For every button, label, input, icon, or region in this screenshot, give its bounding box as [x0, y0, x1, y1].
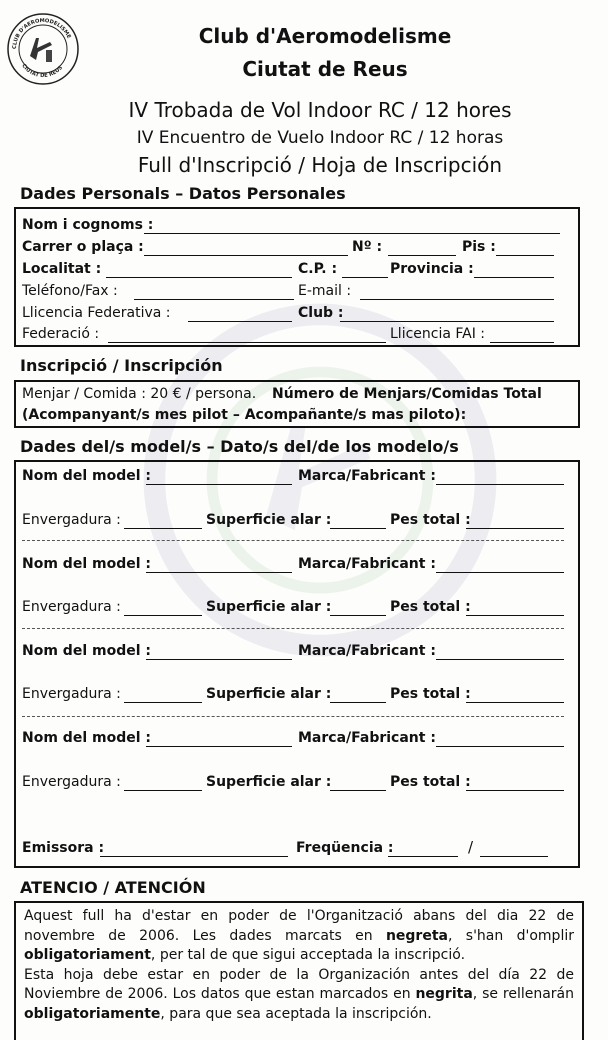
- num-label: Nº :: [352, 239, 383, 255]
- superficie-label-1: Superficie alar :: [206, 512, 332, 528]
- telefono-field[interactable]: [134, 299, 294, 300]
- marca-label-3: Marca/Fabricant :: [298, 643, 436, 659]
- inscripcio-section-heading: Inscripció / Inscripción: [20, 356, 223, 375]
- frequencia-label: Freqüencia :: [296, 840, 394, 856]
- marca-label-4: Marca/Fabricant :: [298, 730, 436, 746]
- pes-label-3: Pes total :: [390, 686, 471, 702]
- frequencia-slash: /: [468, 838, 474, 856]
- pes-label-4: Pes total :: [390, 774, 471, 790]
- superficie-label-2: Superficie alar :: [206, 599, 332, 615]
- model-separator-1: [22, 540, 564, 541]
- llicencia-label: Llicencia Federativa :: [22, 305, 171, 321]
- club-title-line2: Ciutat de Reus: [242, 57, 408, 81]
- model-separator-3: [22, 716, 564, 717]
- nom-model-label-1: Nom del model :: [22, 468, 151, 484]
- club-title-line1: Club d'Aeromodelisme: [198, 24, 452, 48]
- club-field[interactable]: [340, 321, 554, 322]
- logo-text-bottom: CIUTAT DE REUS: [20, 63, 65, 80]
- pis-label: Pis :: [462, 239, 496, 255]
- nom-model-field-3[interactable]: [146, 659, 292, 660]
- email-label: E-mail :: [298, 283, 352, 299]
- cp-label: C.P. :: [298, 261, 338, 277]
- localitat-label: Localitat :: [22, 261, 102, 277]
- envergadura-field-3[interactable]: [124, 702, 202, 703]
- svg-text:CIUTAT DE REUS: [20, 63, 64, 79]
- nom-model-field-2[interactable]: [146, 572, 292, 573]
- total-label: Número de Menjars/Comidas Total: [272, 386, 542, 402]
- nom-label: Nom i cognoms :: [22, 217, 154, 233]
- marca-field-2[interactable]: [436, 572, 564, 573]
- event-title-catalan: IV Trobada de Vol Indoor RC / 12 hores: [128, 98, 512, 122]
- pes-field-2[interactable]: [466, 615, 564, 616]
- marca-field-1[interactable]: [436, 484, 564, 485]
- envergadura-field-1[interactable]: [124, 528, 202, 529]
- pes-label-1: Pes total :: [390, 512, 471, 528]
- marca-label-2: Marca/Fabricant :: [298, 556, 436, 572]
- form-title: Full d'Inscripció / Hoja de Inscripción: [137, 153, 503, 177]
- envergadura-label-3: Envergadura :: [22, 686, 121, 702]
- superficie-label-4: Superficie alar :: [206, 774, 332, 790]
- federacio-field[interactable]: [108, 342, 386, 343]
- model-separator-2: [22, 628, 564, 629]
- superficie-field-3[interactable]: [330, 702, 386, 703]
- provincia-field[interactable]: [474, 277, 554, 278]
- nom-model-label-4: Nom del model :: [22, 730, 151, 746]
- menjar-label: Menjar / Comida : 20 € / persona.: [22, 386, 257, 402]
- envergadura-field-4[interactable]: [124, 790, 202, 791]
- provincia-label: Provincia :: [390, 261, 474, 277]
- atencio-heading: ATENCIO / ATENCIÓN: [20, 878, 206, 897]
- pes-field-4[interactable]: [466, 790, 564, 791]
- superficie-field-1[interactable]: [330, 528, 386, 529]
- nom-model-field-4[interactable]: [146, 746, 292, 747]
- acompanyant-label: (Acompanyant/s mes pilot – Acompañante/s mas piloto):: [22, 407, 467, 423]
- telefono-label: Teléfono/Fax :: [22, 283, 118, 299]
- pes-label-2: Pes total :: [390, 599, 471, 615]
- envergadura-field-2[interactable]: [124, 615, 202, 616]
- personal-data-box: [14, 207, 580, 347]
- superficie-field-2[interactable]: [330, 615, 386, 616]
- envergadura-label-2: Envergadura :: [22, 599, 121, 615]
- logo-text-top: CLUB D'AEROMODELISME: [11, 17, 72, 50]
- localitat-field[interactable]: [106, 277, 292, 278]
- notice-spanish: Esta hoja debe estar en poder de la Organización antes del día 22 de Noviembre de 2006. Los datos que estan marcados en negrita, se rellenarán obligatoriamente, para que sea aceptada la inscripción.: [24, 966, 574, 1022]
- atencio-box: [14, 901, 584, 1040]
- envergadura-label-1: Envergadura :: [22, 512, 121, 528]
- emissora-label: Emissora :: [22, 840, 105, 856]
- envergadura-label-4: Envergadura :: [22, 774, 121, 790]
- llicencia-field[interactable]: [188, 321, 292, 322]
- emissora-field[interactable]: [100, 856, 288, 857]
- frequencia-field-1[interactable]: [388, 856, 458, 857]
- fai-field[interactable]: [490, 342, 554, 343]
- inscripcio-box: [14, 380, 580, 428]
- marca-label-1: Marca/Fabricant :: [298, 468, 436, 484]
- nom-model-label-3: Nom del model :: [22, 643, 151, 659]
- marca-field-3[interactable]: [436, 659, 564, 660]
- carrer-label: Carrer o plaça :: [22, 239, 144, 255]
- models-section-heading: Dades del/s model/s – Dato/s del/de los modelo/s: [20, 437, 459, 456]
- notice-catalan: Aquest full ha d'estar en poder de l'Organització abans del dia 22 de novembre de 2006. Les dades marcats en negreta, s'han d'omplir obligatoriament, per tal de que sigui acceptada la inscripció.: [24, 908, 574, 963]
- federacio-label: Federació :: [22, 326, 100, 342]
- superficie-label-3: Superficie alar :: [206, 686, 332, 702]
- pes-field-1[interactable]: [466, 528, 564, 529]
- club-label: Club :: [298, 305, 344, 321]
- nom-field[interactable]: [144, 233, 560, 234]
- club-logo: [6, 12, 80, 86]
- email-field[interactable]: [360, 299, 554, 300]
- num-field[interactable]: [388, 255, 456, 256]
- frequencia-field-2[interactable]: [480, 856, 548, 857]
- marca-field-4[interactable]: [436, 746, 564, 747]
- event-title-spanish: IV Encuentro de Vuelo Indoor RC / 12 horas: [136, 128, 504, 148]
- nom-model-field-1[interactable]: [146, 484, 292, 485]
- fai-label: Llicencia FAI :: [390, 326, 486, 342]
- pes-field-3[interactable]: [466, 702, 564, 703]
- nom-model-label-2: Nom del model :: [22, 556, 151, 572]
- superficie-field-4[interactable]: [330, 790, 386, 791]
- carrer-field[interactable]: [144, 255, 348, 256]
- cp-field[interactable]: [342, 277, 388, 278]
- personal-section-heading: Dades Personals – Datos Personales: [20, 184, 346, 203]
- pis-field[interactable]: [496, 255, 554, 256]
